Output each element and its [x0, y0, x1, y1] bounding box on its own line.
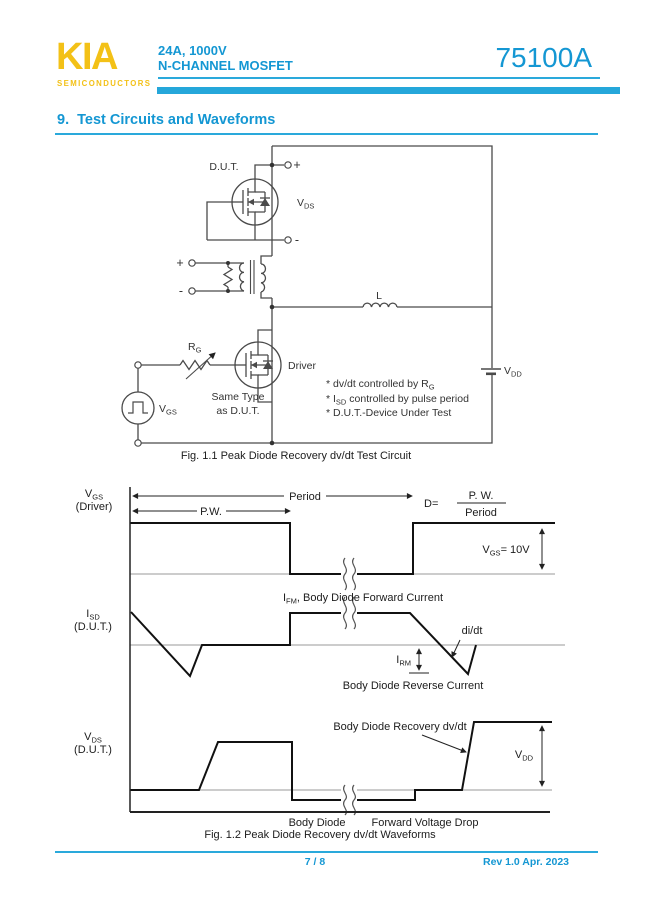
period-label: Period [289, 491, 321, 503]
driver-label: Driver [288, 360, 316, 372]
vgs-bottom-terminal-circle [135, 440, 141, 446]
spec-rating: 24A, 1000V [158, 43, 227, 58]
plus-terminal-label: + [293, 158, 301, 172]
header-accent-bar [157, 87, 620, 94]
duty-lhs-label: D= [424, 498, 439, 510]
didt-label: di/dt [461, 625, 483, 637]
vdd-level-label: $V_{DD}$ [514, 749, 534, 763]
same-type-label-line1: Same Type [211, 391, 265, 403]
vgs-level-label: $V_{GS}= 10V$ [482, 544, 530, 558]
irm-label: $I_{RM}$ [396, 654, 411, 668]
minus-terminal-circle [285, 237, 291, 243]
transformer-secondary-coil [261, 264, 266, 292]
rg-variable-arrow [186, 353, 215, 379]
page-number: 7 / 8 [304, 856, 326, 868]
pw-label: P.W. [200, 506, 222, 518]
minus-terminal-label: - [294, 233, 300, 247]
isd-axis-label-line2: (D.U.T.) [74, 621, 112, 633]
vdd-label: $V_{DD}$ [504, 365, 522, 379]
inductor-label: L [376, 290, 382, 302]
forward-drop-label: Forward Voltage Drop [371, 817, 479, 829]
vds-label: $V_{DS}$ [297, 197, 315, 211]
kia-logo-subtext: SEMICONDUCTORS [57, 79, 152, 88]
xfmr-plus-terminal-circle [189, 260, 195, 266]
dut-label: D.U.T. [209, 161, 239, 173]
fig2-waveform-diagram [0, 478, 649, 862]
body-diode-label: Body Diode [288, 817, 346, 829]
duty-denominator-label: Period [465, 507, 497, 519]
kia-logo: KIA [56, 36, 117, 78]
same-type-label-line2: as D.U.T. [216, 405, 260, 417]
vgs-axis-label-line2: (Driver) [75, 501, 113, 513]
footer-rule [55, 851, 598, 853]
vgs-top-terminal-circle [135, 362, 141, 368]
transformer-core-lines [251, 260, 255, 294]
inductor-coil [363, 303, 397, 307]
dut-mosfet-symbol [232, 179, 278, 225]
vgs-pulse-glyph [128, 402, 148, 413]
transformer-primary-coil [240, 263, 245, 291]
ifm-label: $I_{FM}$, Body Diode Forward Current [282, 592, 444, 606]
circuit-note-3: * D.U.T.-Device Under Test [326, 407, 452, 419]
vgs-source-circle [122, 392, 154, 424]
isd-trace [131, 612, 476, 676]
revision-label: Rev 1.0 Apr. 2023 [483, 856, 569, 868]
xfmr-minus-label: - [178, 284, 184, 298]
spec-type: N-CHANNEL MOSFET [158, 58, 293, 73]
vgs-axis-label: $V_{GS}$ [84, 488, 104, 502]
recovery-label: Body Diode Recovery dv/dt [333, 721, 467, 733]
circuit-note-1: * dv/dt controlled by $R_G$ [326, 378, 435, 392]
section-title-underline [55, 133, 598, 135]
axis-break-vds [341, 785, 357, 815]
section-title: 9. Test Circuits and Waveforms [57, 112, 276, 128]
plus-terminal-circle [285, 162, 291, 168]
circuit-note-2: * $I_{SD}$ controlled by pulse period [326, 393, 469, 407]
reverse-current-label: Body Diode Reverse Current [342, 680, 484, 692]
axis-break-vgs [341, 558, 357, 590]
rg-label: $R_G$ [188, 341, 202, 355]
fig1-test-circuit-diagram [0, 140, 649, 472]
fig1-caption: Fig. 1.1 Peak Diode Recovery dv/dt Test Circuit [180, 450, 412, 462]
fig2-caption: Fig. 1.2 Peak Diode Recovery dv/dt Waveforms [204, 829, 436, 841]
waveform-axes [130, 487, 550, 812]
vds-axis-label-line2: (D.U.T.) [74, 744, 112, 756]
driver-mosfet-symbol [235, 342, 281, 388]
vds-axis-label: $V_{DS}$ [84, 731, 102, 745]
recovery-pointer-arrow [422, 735, 466, 752]
didt-pointer-arrow [452, 640, 460, 657]
xfmr-minus-terminal-circle [189, 288, 195, 294]
part-number: 75100A [495, 42, 592, 73]
xfmr-plus-label: + [176, 256, 184, 270]
isd-axis-label: $I_{SD}$ [86, 608, 100, 622]
header-thin-rule [158, 77, 600, 79]
vgs-source-label: $V_{GS}$ [159, 403, 177, 417]
transformer-wires [195, 256, 272, 298]
device-spec [158, 43, 293, 73]
annotation-arrows [133, 496, 542, 786]
resistor-zigzag [224, 267, 232, 287]
duty-numerator-label: P. W. [468, 490, 494, 502]
